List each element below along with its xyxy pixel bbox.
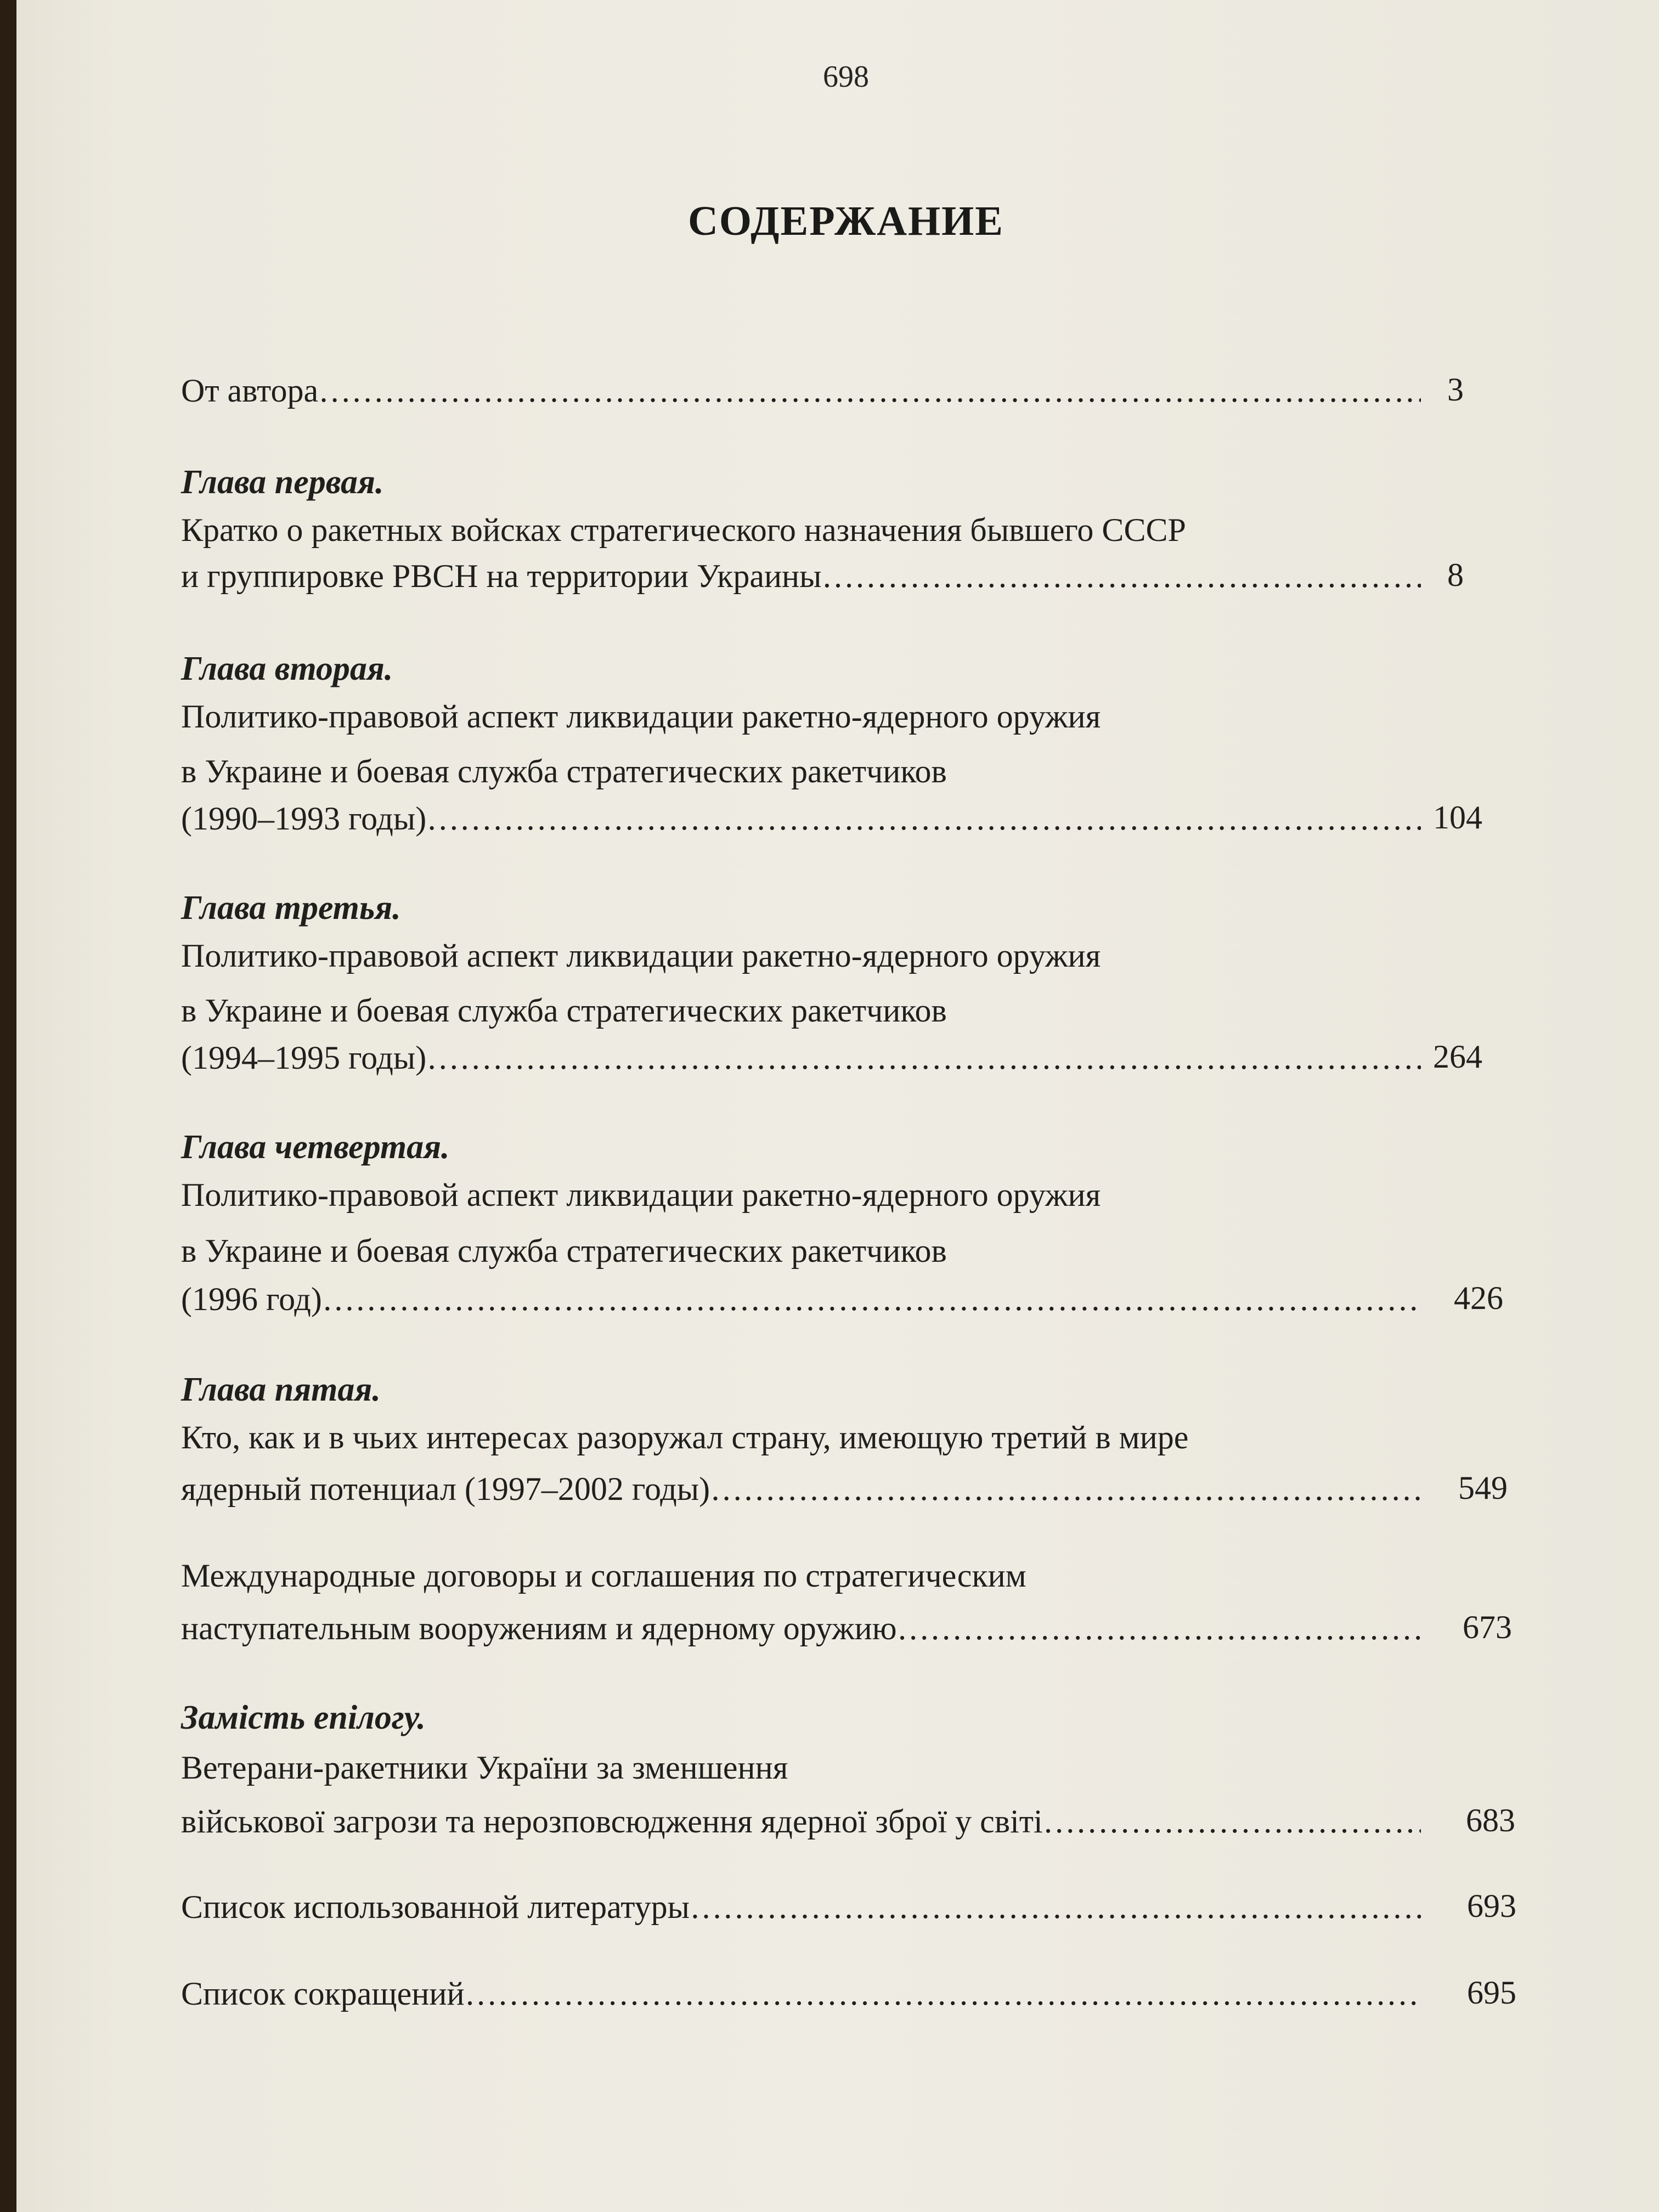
toc-page-number: 104 xyxy=(1433,799,1482,836)
toc-entry-line[interactable]: (1996 год) ………………………………………………………………………………………………………………………………………………………………………………………………………… xyxy=(181,1283,1421,1316)
toc-entry-line[interactable]: наступательным вооружениям и ядерному оружию ………………………………………………………………………………………………………………………………………………………………………………………………………… xyxy=(181,1612,1421,1645)
toc-page-number: 673 xyxy=(1463,1609,1512,1645)
leader-dots xyxy=(710,1472,1421,1505)
toc-entry-line[interactable]: Международные договоры и соглашения по стратегическим xyxy=(181,1558,1026,1594)
toc-page-number: 683 xyxy=(1466,1802,1515,1838)
chapter-heading: Глава вторая. xyxy=(181,650,393,687)
toc-entry-bibliography[interactable]: Список использованной литературы ………………………………………………………………………………………………………………………………………………………………………………………………………… xyxy=(181,1891,1421,1923)
leader-dots xyxy=(821,560,1421,592)
page-title: СОДЕРЖАНИЕ xyxy=(688,198,1004,244)
page-number: 698 xyxy=(823,60,869,94)
toc-page-number: 693 xyxy=(1467,1888,1516,1924)
chapter-heading: Глава пятая. xyxy=(181,1371,381,1408)
toc-entry-line[interactable]: в Украине и боевая служба стратегических ракетчиков xyxy=(181,1233,947,1269)
toc-page-number: 8 xyxy=(1447,557,1464,593)
leader-dots xyxy=(318,374,1421,407)
toc-page-number: 3 xyxy=(1447,371,1464,408)
toc-entry-abbreviations[interactable]: Список сокращений ………………………………………………………………………………………………………………………………………………………………………………………………………… xyxy=(181,1977,1421,2010)
toc-entry-line[interactable]: Кто, как и в чьих интересах разоружал страну, имеющую третий в мире xyxy=(181,1419,1189,1455)
toc-entry-line[interactable]: (1994–1995 годы) ………………………………………………………………………………………………………………………………………………………………………………………………………… xyxy=(181,1041,1421,1074)
leader-dots xyxy=(897,1612,1421,1645)
toc-entry-line[interactable]: и группировке РВСН на территории Украины ………………………………………………………………………………………………………………………………………………………………………………………………………… xyxy=(181,560,1421,592)
toc-page-number: 264 xyxy=(1433,1039,1482,1075)
chapter-heading: Глава четвертая. xyxy=(181,1128,450,1166)
chapter-heading: Глава третья. xyxy=(181,889,401,927)
toc-page-number: 549 xyxy=(1458,1470,1508,1506)
leader-dots xyxy=(465,1977,1421,2010)
leader-dots xyxy=(426,1041,1421,1074)
toc-entry-line[interactable]: (1990–1993 годы) ………………………………………………………………………………………………………………………………………………………………………………………………………… xyxy=(181,802,1421,835)
toc-page-number: 695 xyxy=(1467,1974,1516,2011)
toc-entry-text: От автора xyxy=(181,373,319,409)
toc-entry-line[interactable]: ядерный потенциал (1997–2002 годы) ………………………………………………………………………………………………………………………………………………………………………………………………………… xyxy=(181,1472,1421,1505)
leader-dots xyxy=(426,802,1421,835)
toc-entry-line[interactable]: Политико-правовой аспект ликвидации ракетно-ядерного оружия xyxy=(181,938,1101,974)
leader-dots xyxy=(1043,1805,1421,1838)
leader-dots xyxy=(322,1283,1421,1316)
chapter-heading: Глава первая. xyxy=(181,464,384,501)
leader-dots xyxy=(690,1891,1421,1923)
toc-entry-line[interactable]: в Украине и боевая служба стратегических ракетчиков xyxy=(181,992,947,1029)
toc-entry-from-author[interactable] xyxy=(181,374,1421,407)
toc-page-number: 426 xyxy=(1454,1280,1503,1316)
toc-entry-line[interactable]: військової загрози та нерозповсюдження ядерної зброї у світі ………………………………………………………………………………………………………………………………………………………………………………………………………… xyxy=(181,1805,1421,1838)
toc-entry-line[interactable]: в Украине и боевая служба стратегических ракетчиков xyxy=(181,753,947,789)
chapter-heading: Замість епілогу. xyxy=(181,1699,426,1736)
toc-entry-line[interactable]: Кратко о ракетных войсках стратегического назначения бывшего СССР xyxy=(181,512,1186,548)
toc-entry-line[interactable]: Политико-правовой аспект ликвидации ракетно-ядерного оружия xyxy=(181,1177,1101,1213)
toc-entry-line[interactable]: Политико-правовой аспект ликвидации ракетно-ядерного оружия xyxy=(181,698,1101,735)
toc-entry-line[interactable]: Ветерани-ракетники України за зменшення xyxy=(181,1750,788,1786)
book-page xyxy=(16,0,1659,2212)
